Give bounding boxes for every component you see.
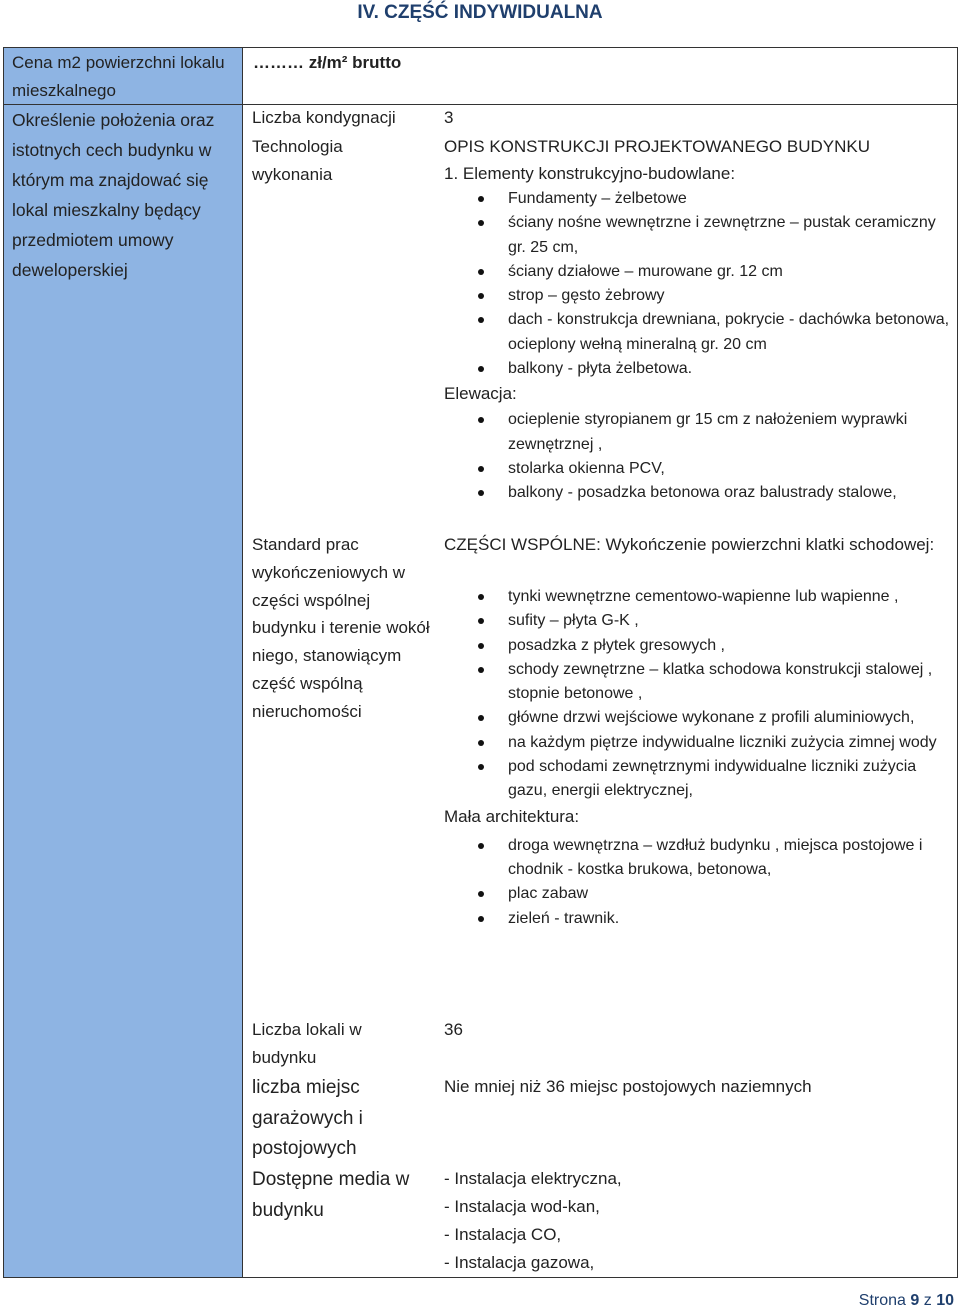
price-value-cell — [243, 48, 957, 104]
technology-title: OPIS KONSTRUKCJI PROJEKTOWANEGO BUDYNKU — [444, 137, 871, 156]
current-page: 9 — [910, 1292, 920, 1309]
list-item: dach - konstrukcja drewniana, pokrycie - dachówka betonowa, ocieplony wełną mineralną gr. 20 cm — [444, 308, 954, 357]
parking-value: Nie mniej niż 36 miejsc postojowych naziemnych — [444, 1077, 812, 1096]
location-label: Określenie położenia oraz istotnych cech budynku w którym ma znajdować się lokal mieszkalny będący przedmiotem umowy deweloperskiej — [12, 110, 215, 280]
common-label: Standard prac wykończeniowych w części wspólnej budynku i terenie wokół niego, stanowiącym część wspólną nieruchomości — [252, 535, 430, 721]
location-label-cell — [4, 105, 242, 1277]
list-item: sufity – płyta G-K , — [444, 609, 956, 633]
list-item: posadzka z płytek gresowych , — [444, 634, 956, 658]
section-heading: IV. CZĘŚĆ INDYWIDUALNA — [357, 2, 603, 23]
elevation-list — [444, 408, 954, 505]
list-item: ściany nośne wewnętrzne i zewnętrzne – pustak ceramiczny gr. 25 cm, — [444, 211, 954, 260]
common-title: CZĘŚCI WSPÓLNE: Wykończenie powierzchni klatki schodowej: — [444, 535, 935, 554]
list-item: ocieplenie styropianem gr 15 cm z nałożeniem wyprawki zewnętrznej , — [444, 408, 954, 457]
page-number — [859, 1292, 954, 1310]
small-arch-list — [444, 834, 956, 931]
floors-value: 3 — [444, 108, 454, 127]
media-list — [444, 1165, 944, 1277]
media-label: Dostępne media w budynku — [252, 1169, 410, 1221]
table-border-bottom — [3, 1277, 958, 1278]
media-item: - Instalacja gazowa, — [444, 1253, 595, 1272]
row-divider — [3, 104, 958, 105]
table-border-left — [3, 47, 4, 1278]
page-prefix: Strona — [858, 1292, 906, 1309]
list-item: pod schodami zewnętrznymi indywidualne liczniki zużycia gazu, energii elektrycznej, — [444, 755, 956, 804]
list-item: schody zewnętrzne – klatka schodowa konstrukcji stalowej , stopnie betonowe , — [444, 658, 956, 707]
list-item: plac zabaw — [444, 882, 956, 906]
media-item: - Instalacja wod-kan, — [444, 1197, 600, 1216]
media-item: - Instalacja elektryczna, — [444, 1169, 622, 1188]
price-label-cell — [4, 48, 242, 104]
price-label: Cena m2 powierzchni lokalu mieszkalnego — [12, 53, 225, 100]
elevation-label: Elewacja: — [444, 384, 517, 404]
technology-label: Technologia wykonania — [252, 137, 343, 184]
list-item: główne drzwi wejściowe wykonane z profili aluminiowych, — [444, 706, 956, 730]
list-item: ściany działowe – murowane gr. 12 cm — [444, 260, 954, 284]
units-label: Liczba lokali w budynku — [252, 1020, 362, 1067]
common-list — [444, 585, 956, 804]
list-item: droga wewnętrzna – wzdłuż budynku , miejsca postojowe i chodnik - kostka brukowa, betonowa, — [444, 834, 956, 883]
list-item: stolarka okienna PCV, — [444, 457, 954, 481]
table-border-top — [3, 47, 958, 48]
price-value: ……… zł/m² brutto — [253, 53, 402, 72]
floors-label: Liczba kondygnacji — [252, 108, 396, 127]
table-border-right — [957, 47, 958, 1278]
technology-subtitle: 1. Elementy konstrukcyjno-budowlane: — [444, 164, 736, 183]
column-divider — [242, 47, 243, 1278]
page-sep: z — [923, 1292, 932, 1309]
media-item: - Instalacja CO, — [444, 1225, 562, 1244]
list-item: balkony - posadzka betonowa oraz balustrady stalowe, — [444, 481, 954, 505]
list-item: zieleń - trawnik. — [444, 907, 956, 931]
units-value: 36 — [444, 1020, 463, 1039]
list-item: Fundamenty – żelbetowe — [444, 187, 954, 211]
list-item: strop – gęsto żebrowy — [444, 284, 954, 308]
small-arch-label: Mała architektura: — [444, 806, 580, 826]
total-pages: 10 — [936, 1292, 954, 1309]
construction-list — [444, 187, 954, 381]
list-item: balkony - płyta żelbetowa. — [444, 357, 954, 381]
list-item: tynki wewnętrzne cementowo-wapienne lub wapienne , — [444, 585, 956, 609]
list-item: na każdym piętrze indywidualne liczniki zużycia zimnej wody — [444, 731, 956, 755]
technology-content — [444, 133, 954, 506]
common-content — [444, 531, 956, 931]
parking-label: liczba miejsc garażowych i postojowych — [252, 1077, 363, 1159]
